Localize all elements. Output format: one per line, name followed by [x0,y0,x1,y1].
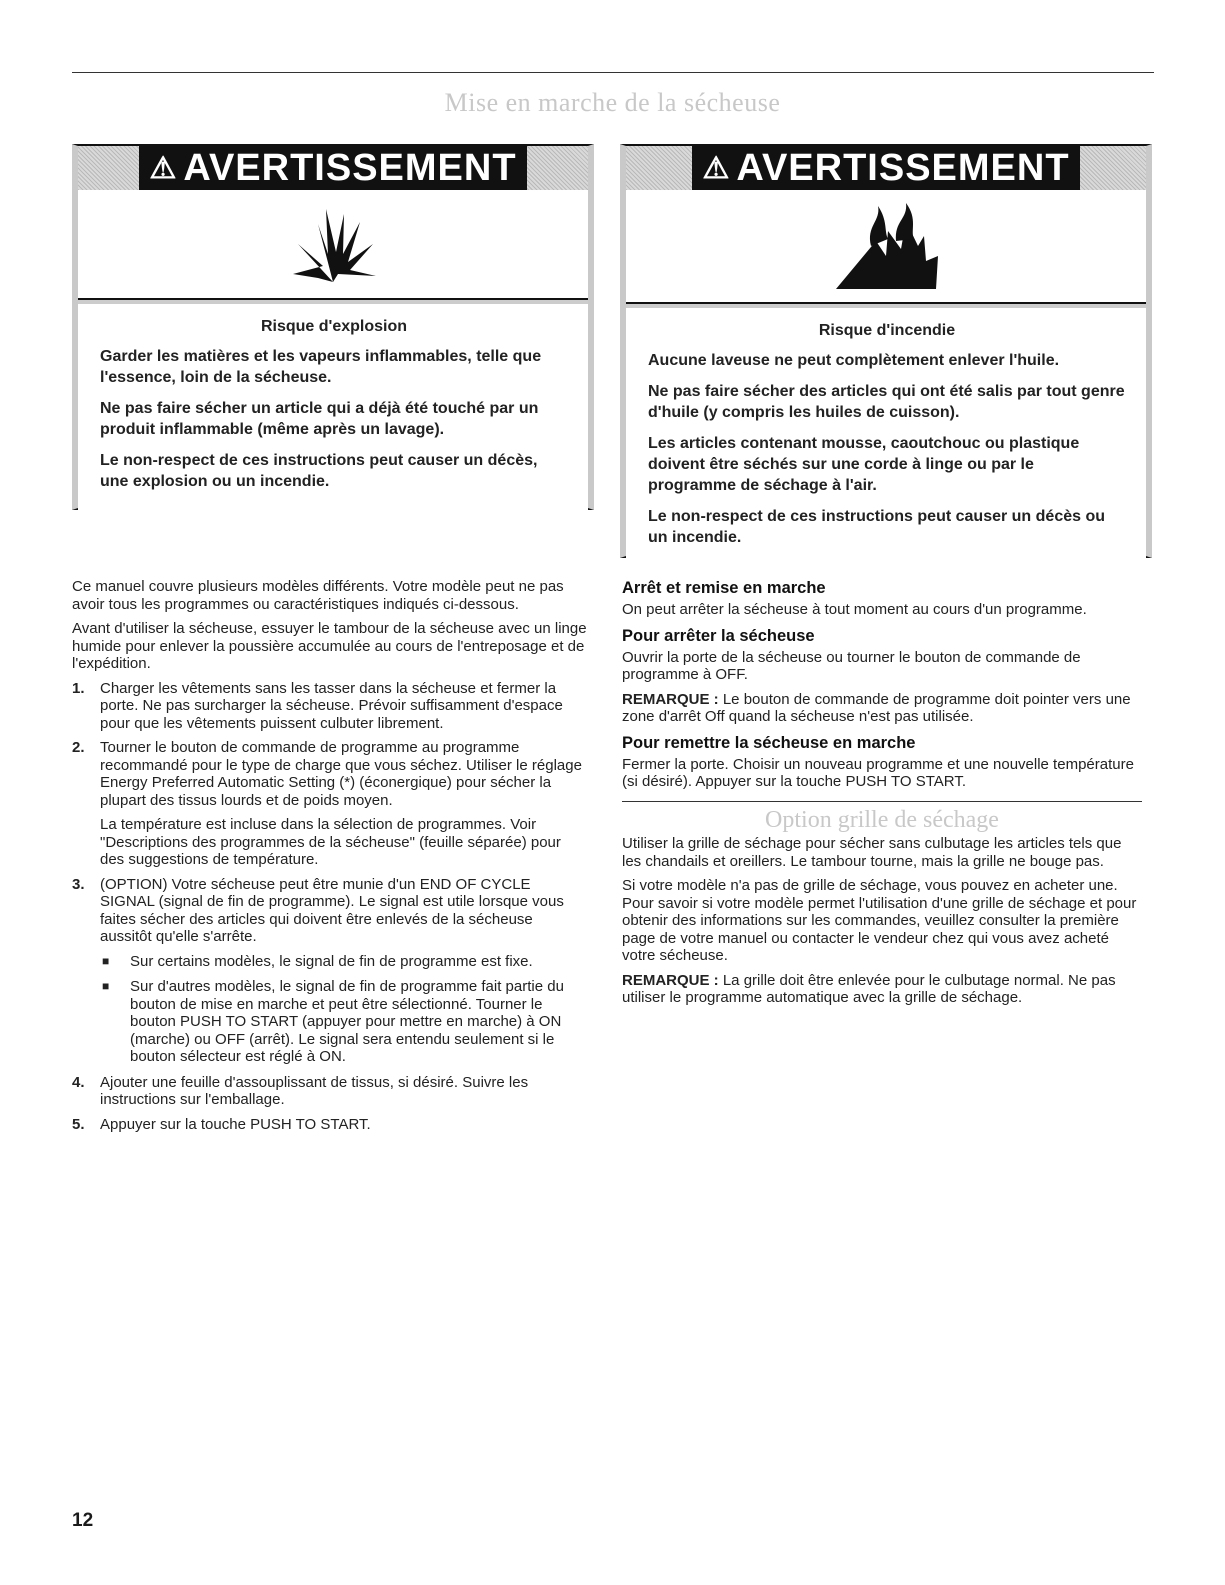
page-title: Mise en marche de la sécheuse [444,88,781,117]
paragraph: Fermer la porte. Choisir un nouveau programme et une nouvelle température (si désiré). Appuyer sur la touche PUSH TO START. [622,755,1134,790]
paragraph: On peut arrêter la sécheuse à tout moment au cours d'un programme. [622,601,1087,618]
step-text: Tourner le bouton de commande de programme au programme recommandé pour le type de charge que vous séchez. Utiliser le réglage Energy Preferred Automatic Setting (*) (éconergique) pour sécher la plupart des tissus lourds et de poids moyen. [100,739,582,809]
step-text: (OPTION) Votre sécheuse peut être munie d'un END OF CYCLE SIGNAL (signal de fin de programme). Le signal est utile lorsque vous faites sécher des articles qui doivent être enlevés de la sécheuse aussitôt qu'elle s'arrête. [100,875,564,945]
note-text: La grille doit être enlevée pour le culbutage normal. Ne pas utiliser le programme automatique avec la grille de séchage. [622,971,1116,1006]
warning-risk-title: Risque d'explosion [260,318,408,335]
step-number: 4. [72,1073,85,1091]
warning-body [78,300,588,514]
step-item [72,680,588,733]
bullet-item [100,978,588,1066]
note-paragraph [622,972,1142,1007]
section-rule [622,801,1142,802]
step-item [72,1074,588,1109]
warning-text: Garder les matières et les vapeurs inflammables, telle que l'essence, loin de la sécheuse. [100,348,542,386]
step-text: La température est incluse dans la sélection de programmes. Voir "Descriptions des programmes de la sécheuse" (feuille séparée) pour des suggestions de température. [100,816,561,868]
step-item [72,1116,588,1134]
warning-triangle-icon: ⚠ [149,151,178,185]
section-heading: Arrêt et remise en marche [622,579,826,597]
step-number: 1. [72,679,85,697]
bullet-square-icon: ■ [102,953,110,968]
warning-box-explosion [72,144,594,510]
warning-text: Ne pas faire sécher un article qui a déjà été touché par un produit inflammable (même après un lavage). [100,400,539,438]
bullet-text: Sur d'autres modèles, le signal de fin de programme fait partie du bouton de mise en marche et peut être sélectionné. Tourner le bouton PUSH TO START (appuyer pour mettre en marche) à ON (marche) ou OFF (arrêt). Le signal sera entendu seulement si le bouton sélecteur est réglé à ON. [130,978,564,1065]
paragraph: Ouvrir la porte de la sécheuse ou tourner le bouton de commande de programme à OFF. [622,648,1081,683]
warning-header-label: AVERTISSEMENT [183,146,517,189]
step-text: Ajouter une feuille d'assouplissant de tissus, si désiré. Suivre les instructions sur l'emballage. [100,1073,529,1108]
intro-paragraph: Ce manuel couvre plusieurs modèles différents. Votre modèle peut ne pas avoir tous les programmes ou caractéristiques indiqués ci-dessous. [72,578,564,613]
note-text: Le bouton de commande de programme doit pointer vers une zone d'arrêt Off quand la sécheuse n'est pas utilisée. [622,690,1131,725]
warning-header [626,146,1146,190]
left-column [72,578,588,1140]
step-number: 5. [72,1115,85,1133]
explosion-icon [78,190,588,300]
section-title: Option grille de séchage [765,806,999,833]
paragraph: Utiliser la grille de séchage pour sécher sans culbutage les articles tels que les chandails et oreillers. Le tambour tourne, mais la grille ne bouge pas. [622,835,1122,870]
page-number: 12 [72,1510,94,1531]
warning-body [626,304,1146,570]
step-number: 2. [72,739,85,756]
bullet-text: Sur certains modèles, le signal de fin de programme est fixe. [130,952,533,970]
fire-icon [626,190,1146,304]
warning-text: Les articles contenant mousse, caoutchouc ou plastique doivent être séchés sur une corde à linge ou par le programme de séchage à l'air. [648,435,1080,494]
step-text: Charger les vêtements sans les tasser dans la sécheuse et fermer la porte. Ne pas surcharger la sécheuse. Prévoir suffisamment d'espace pour que les vêtements puissent culbuter librement. [100,679,563,732]
warning-risk-title: Risque d'incendie [818,322,956,339]
step-item [72,876,588,1066]
note-label: REMARQUE : [622,690,719,708]
step-text: Appuyer sur la touche PUSH TO START. [100,1115,371,1133]
section-heading: Pour arrêter la sécheuse [622,626,815,645]
note-label: REMARQUE : [622,971,719,989]
step-item [72,739,588,869]
warning-header-label: AVERTISSEMENT [736,146,1070,189]
right-column [622,578,1142,1014]
bullet-item [100,953,588,971]
warning-text: Le non-respect de ces instructions peut causer un décès, une explosion ou un incendie. [100,452,538,490]
paragraph: Si votre modèle n'a pas de grille de séchage, vous pouvez en acheter une. Pour savoir si votre modèle permet l'utilisation d'une grille de séchage et pour obtenir des informations sur les commandes, veuillez consulter la première page de votre manuel ou contacter le vendeur chez qui vous avez acheté votre sécheuse. [622,877,1137,964]
warning-header [78,146,588,190]
step-number: 3. [72,875,85,893]
intro-paragraph: Avant d'utiliser la sécheuse, essuyer le tambour de la sécheuse avec un linge humide pour enlever la poussière accumulée au cours de l'entreposage et de l'expédition. [72,620,587,672]
note-paragraph [622,691,1142,726]
section-heading: Pour remettre la sécheuse en marche [622,733,916,752]
top-rule [72,72,1154,73]
warning-box-fire [620,144,1152,558]
warning-triangle-icon: ⚠ [702,151,731,185]
warning-text: Le non-respect de ces instructions peut causer un décès ou un incendie. [648,508,1106,546]
warning-text: Aucune laveuse ne peut complètement enlever l'huile. [648,352,1060,369]
warning-text: Ne pas faire sécher des articles qui ont été salis par tout genre d'huile (y compris les huiles de cuisson). [648,383,1125,421]
bullet-square-icon: ■ [102,979,110,993]
